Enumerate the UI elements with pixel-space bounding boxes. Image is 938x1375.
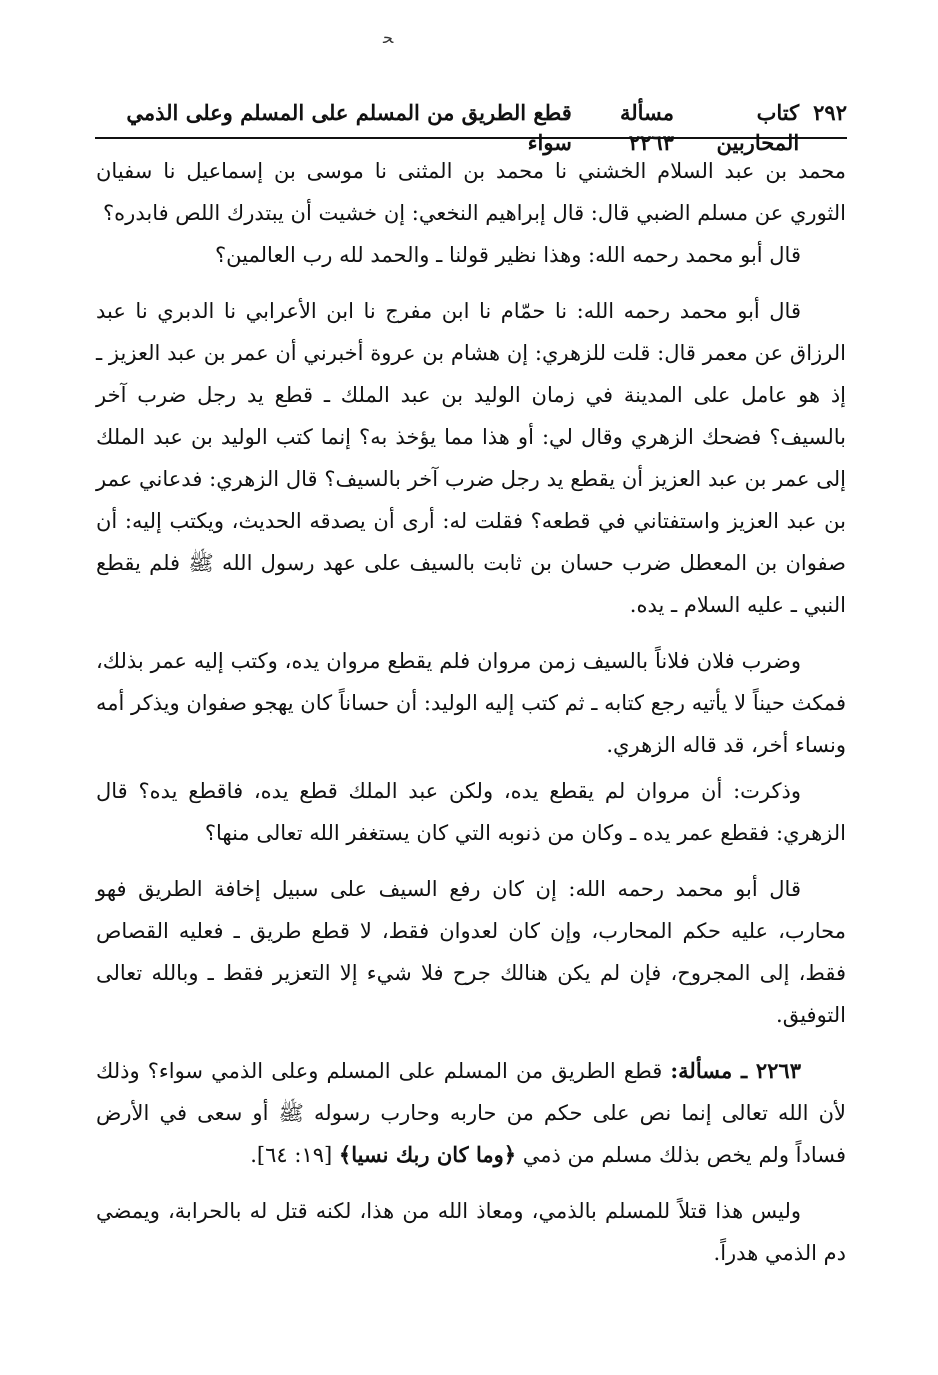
paragraph-2: قال أبو محمد رحمه الله: وهذا نظير قولنا ـ والحمد لله رب العالمين؟ [215,243,801,267]
paragraph-7 [96,1050,846,1176]
book-title: كتاب المحاربين [716,100,800,155]
issue-number: مسألة ٢٢٦٣ [619,100,674,155]
issue-heading: ٢٢٦٣ ـ مسألة: [670,1058,801,1083]
running-header [95,98,847,158]
paragraph-5: وذكرت: أن مروان لم يقطع يده، ولكن عبد الملك قطع يده، فاقطع يده؟ قال الزهري: فقطع عمر يده ـ وكان من ذنوبه التي كان يستغفر الله تعالى منها؟ [96,779,846,845]
paragraph-8: وليس هذا قتلاً للمسلم بالذمي، ومعاذ الله من هذا، لكنه قتل له بالحرابة، ويمضي دم الذمي هدراً. [96,1199,846,1265]
issue-text: قطع الطريق من المسلم على المسلم وعلى الذمي سواء؟ وذلك لأن الله تعالى إنما نص على حكم من حاربه وحارب رسوله ﷺ أو سعى في الأرض فساداً ولم يخص بذلك مسلم من ذمي [96,1059,846,1167]
quran-quote: ﴿وما كان ربك نسيا﴾ [338,1142,517,1167]
page-body [96,150,846,1274]
paragraph-3: قال أبو محمد رحمه الله: نا حمّام نا ابن مفرج نا ابن الأعرابي نا الدبري نا عبد الرزاق عن معمر قال: قلت للزهري: إن هشام بن عروة أخبرني أن عمر بن عبد العزيز ـ إذ هو عامل على المدينة في زمان الوليد بن عبد الملك ـ قطع يد رجل ضرب آخر بالسيف؟ فضحك الزهري وقال لي: أو هذا مما يؤخذ به؟ إنما كتب الوليد بن عبد الملك إلى عمر بن عبد العزيز أن يقطع يد رجل ضرب آخر بالسيف؟ قال الزهري: فدعاني عمر بن عبد العزيز واستفتاني في قطعه؟ فقلت له: أرى أن يصدقه الحديث، ويكتب إليه: أن صفوان بن المعطل ضرب حسان بن ثابت بالسيف على عهد رسول الله ﷺ فلم يقطع النبي ـ عليه السلام ـ يده. [96,299,846,617]
section-title: قطع الطريق من المسلم على المسلم وعلى الذمي سواء [126,100,572,155]
top-ink-mark: ﺤ [383,28,394,47]
paragraph-4: وضرب فلان فلاناً بالسيف زمن مروان فلم يقطع مروان يده، وكتب إليه عمر بذلك، فمكث حيناً لا يأتيه رجع كتابه ـ ثم كتب إليه الوليد: أن حساناً كان يهجو صفوان ويذكر أمه ونساء أخر، قد قاله الزهري. [96,649,846,757]
paragraph-1: محمد بن عبد السلام الخشني نا محمد بن المثنى نا موسى بن إسماعيل نا سفيان الثوري عن مسلم الضبي قال: قال إبراهيم النخعي: إن خشيت أن يبتدرك اللص فابدره؟ [96,159,846,225]
paragraph-6: قال أبو محمد رحمه الله: إن كان رفع السيف على سبيل إخافة الطريق فهو محارب، عليه حكم المحارب، وإن كان لعدوان فقط، لا قطع طريق ـ فعليه القصاص فقط، إلى المجروح، فإن لم يكن هنالك جرح فلا شيء إلا التعزير فقط ـ وبالله تعالى التوفيق. [96,877,846,1027]
quran-reference: [١٩: ٦٤]. [250,1143,339,1167]
page-number: ٢٩٢ [813,100,847,125]
header-right-group [674,98,847,158]
header-rule [95,137,847,139]
